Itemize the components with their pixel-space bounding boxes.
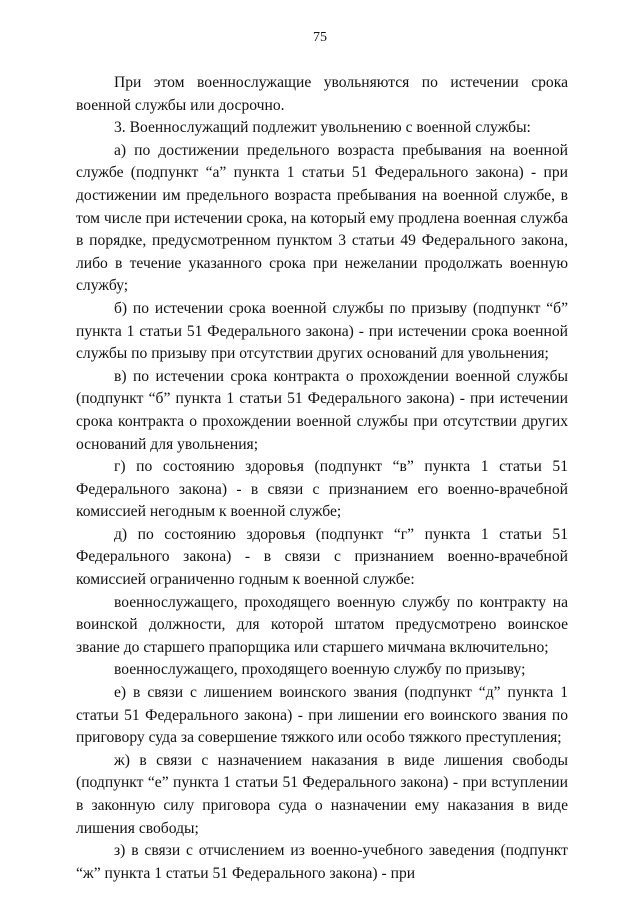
paragraph-v: в) по истечении срока контракта о прохождении военной службы (подпункт “б” пункта 1 статьи 51 Федерального закона) - при истечении срока контракта о прохождении военной службы при отсутствии других оснований для увольнения; [76, 367, 568, 453]
page-number: 75 [313, 30, 327, 45]
paragraph-intro: При этом военнослужащие увольняются по истечении срока военной службы или досрочно. [76, 74, 568, 114]
paragraph-3: 3. Военнослужащий подлежит увольнению с военной службы: [114, 119, 531, 137]
paragraph-e: е) в связи с лишением воинского звания (подпункт “д” пункта 1 статьи 51 Федерального закона) - при лишении его воинского звания по приговору суда за совершение тяжкого или особо тяжкого преступления; [76, 684, 568, 747]
paragraph-d: д) по состоянию здоровья (подпункт “г” пункта 1 статьи 51 Федерального закона) - в связи с признанием военно-врачебной комиссией ограниченно годным к военной службе: [76, 525, 568, 589]
paragraph-zh: ж) в связи с назначением наказания в виде лишения свободы (подпункт “е” пункта 1 статьи 51 Федерального закона) - при вступлении в законную силу приговора суда о назначении ему наказания в виде лишения свободы; [76, 751, 568, 837]
paragraph-b: б) по истечении срока военной службы по призыву (подпункт “б” пункта 1 статьи 51 Федерального закона) - при истечении срока военной службы по призыву при отсутствии других оснований для увольнения; [76, 299, 568, 363]
paragraph-a: а) по достижении предельного возраста пребывания на военной службе (подпункт “а” пункта 1 статьи 51 Федерального закона) - при достижении им предельного возраста пребывания на военной службе, в том числе при истечении срока, на который ему продлена военная служба в порядке, предусмотренном пунктом 3 статьи 49 Федерального закона, либо в течение указанного срока при нежелании продолжать военную службу; [76, 141, 568, 295]
paragraph-d-conscript: военнослужащего, проходящего военную службу по призыву; [114, 661, 526, 679]
document-body [76, 72, 568, 885]
paragraph-d-contract: военнослужащего, проходящего военную службу по контракту на воинской должности, для которой штатом предусмотрено воинское звание до старшего прапорщика или старшего мичмана включительно; [76, 593, 568, 656]
paragraph-z: з) в связи с отчислением из военно-учебного заведения (подпункт “ж” пункта 1 статьи 51 Федерального закона) - при [76, 842, 568, 882]
paragraph-g: г) по состоянию здоровья (подпункт “в” пункта 1 статьи 51 Федерального закона) - в связи с признанием его военно-врачебной комиссией негодным к военной службе; [76, 458, 568, 521]
